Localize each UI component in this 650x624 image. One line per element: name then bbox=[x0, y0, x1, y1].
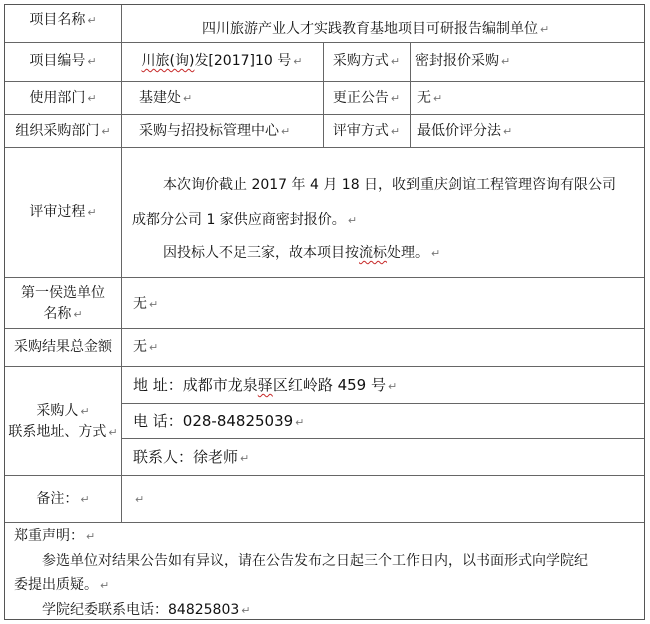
remarks-value bbox=[133, 490, 144, 509]
column-divider bbox=[121, 5, 122, 522]
total-amount-label: 采购结果总金额 bbox=[14, 339, 112, 355]
return-mark-icon: ↵ bbox=[108, 426, 118, 439]
purchaser-label: 采购人 ↵ bbox=[36, 403, 90, 419]
row-divider bbox=[5, 328, 644, 329]
row-divider bbox=[5, 42, 644, 43]
procurement-notice-table bbox=[4, 4, 645, 620]
column-divider bbox=[410, 42, 411, 147]
return-mark-icon: ↵ bbox=[73, 308, 83, 321]
correction-notice-label: 更正公告 ↵ bbox=[332, 90, 401, 106]
review-process-line-1: 本次询价截止 2017 年 4 月 18 日，收到重庆剑谊工程管理咨询有限公司 bbox=[163, 177, 617, 193]
return-mark-icon: ↵ bbox=[80, 405, 90, 418]
row-divider bbox=[5, 366, 644, 367]
review-method-value: 最低价评分法 ↵ bbox=[417, 123, 513, 139]
return-mark-icon: ↵ bbox=[390, 55, 401, 68]
return-mark-icon: ↵ bbox=[87, 206, 97, 219]
review-process-line-3: 因投标人不足三家，故本项目按流标处理。 ↵ bbox=[163, 245, 441, 261]
project-name-label: 项目名称 ↵ bbox=[29, 12, 97, 28]
return-mark-icon: ↵ bbox=[501, 55, 511, 68]
review-process-line-2: 成都分公司 1 家供应商密封报价。 ↵ bbox=[132, 212, 358, 228]
return-mark-icon: ↵ bbox=[295, 416, 305, 429]
first-candidate-label: 第一侯选单位 bbox=[21, 285, 105, 301]
return-mark-icon: ↵ bbox=[80, 493, 90, 506]
statement-title: 郑重声明： ↵ bbox=[14, 528, 96, 544]
return-mark-icon: ↵ bbox=[135, 493, 145, 506]
purchaser-address: 地 址：成都市龙泉驿区红岭路 459 号 ↵ bbox=[133, 376, 398, 394]
procurement-method-value: 密封报价采购 ↵ bbox=[415, 53, 511, 69]
row-divider bbox=[121, 403, 644, 404]
first-candidate-value: 无 ↵ bbox=[133, 296, 159, 312]
row-divider bbox=[5, 81, 644, 82]
row-divider bbox=[5, 277, 644, 278]
org-department-value: 采购与招投标管理中心 ↵ bbox=[139, 123, 291, 139]
org-department-label: 组织采购部门 ↵ bbox=[15, 123, 111, 139]
return-mark-icon: ↵ bbox=[100, 579, 110, 592]
return-mark-icon: ↵ bbox=[87, 55, 97, 68]
total-amount-value: 无 ↵ bbox=[133, 339, 159, 355]
project-no-label: 项目编号 ↵ bbox=[29, 53, 97, 69]
remarks-label: 备注： ↵ bbox=[36, 491, 90, 507]
return-mark-icon: ↵ bbox=[240, 452, 250, 465]
project-name-value: 四川旅游产业人才实践教育基地项目可研报告编制单位 ↵ bbox=[202, 21, 550, 37]
project-no-value: 川旅(询)发[2017]10 号 ↵ bbox=[141, 53, 303, 69]
review-process-label: 评审过程 ↵ bbox=[29, 204, 97, 220]
purchaser-label-line-2: 联系地址、方式 ↵ bbox=[8, 424, 118, 440]
return-mark-icon: ↵ bbox=[149, 341, 159, 354]
return-mark-icon: ↵ bbox=[540, 23, 550, 36]
return-mark-icon: ↵ bbox=[241, 604, 251, 617]
return-mark-icon: ↵ bbox=[281, 125, 291, 138]
return-mark-icon: ↵ bbox=[293, 55, 303, 68]
return-mark-icon: ↵ bbox=[431, 247, 441, 260]
purchaser-contact: 联系人：徐老师 ↵ bbox=[133, 448, 250, 466]
return-mark-icon: ↵ bbox=[503, 125, 513, 138]
statement-line-1: 参选单位对结果公告如有异议，请在公告发布之日起三个工作日内，以书面形式向学院纪 bbox=[42, 553, 588, 569]
return-mark-icon: ↵ bbox=[390, 125, 401, 138]
department-label: 使用部门 ↵ bbox=[29, 90, 97, 106]
statement-line-2: 委提出质疑。 ↵ bbox=[14, 577, 110, 593]
return-mark-icon: ↵ bbox=[87, 92, 97, 105]
procurement-method-label: 采购方式 ↵ bbox=[332, 53, 401, 69]
return-mark-icon: ↵ bbox=[387, 380, 398, 393]
return-mark-icon: ↵ bbox=[347, 214, 358, 227]
first-candidate-label-line-2: 名称 ↵ bbox=[43, 306, 83, 322]
correction-notice-value: 无 ↵ bbox=[417, 90, 443, 106]
row-divider bbox=[121, 438, 644, 439]
row-divider bbox=[5, 114, 644, 115]
row-divider bbox=[5, 147, 644, 148]
row-divider bbox=[5, 522, 644, 523]
review-method-label: 评审方式 ↵ bbox=[332, 123, 401, 139]
statement-line-3: 学院纪委联系电话：84825803 ↵ bbox=[42, 602, 251, 618]
row-divider bbox=[5, 475, 644, 476]
return-mark-icon: ↵ bbox=[86, 530, 96, 543]
return-mark-icon: ↵ bbox=[149, 298, 159, 311]
return-mark-icon: ↵ bbox=[183, 92, 193, 105]
return-mark-icon: ↵ bbox=[87, 14, 97, 27]
return-mark-icon: ↵ bbox=[433, 92, 443, 105]
purchaser-phone: 电 话：028-84825039 ↵ bbox=[133, 412, 305, 430]
department-value: 基建处 ↵ bbox=[139, 90, 193, 106]
return-mark-icon: ↵ bbox=[101, 125, 111, 138]
return-mark-icon: ↵ bbox=[390, 92, 401, 105]
